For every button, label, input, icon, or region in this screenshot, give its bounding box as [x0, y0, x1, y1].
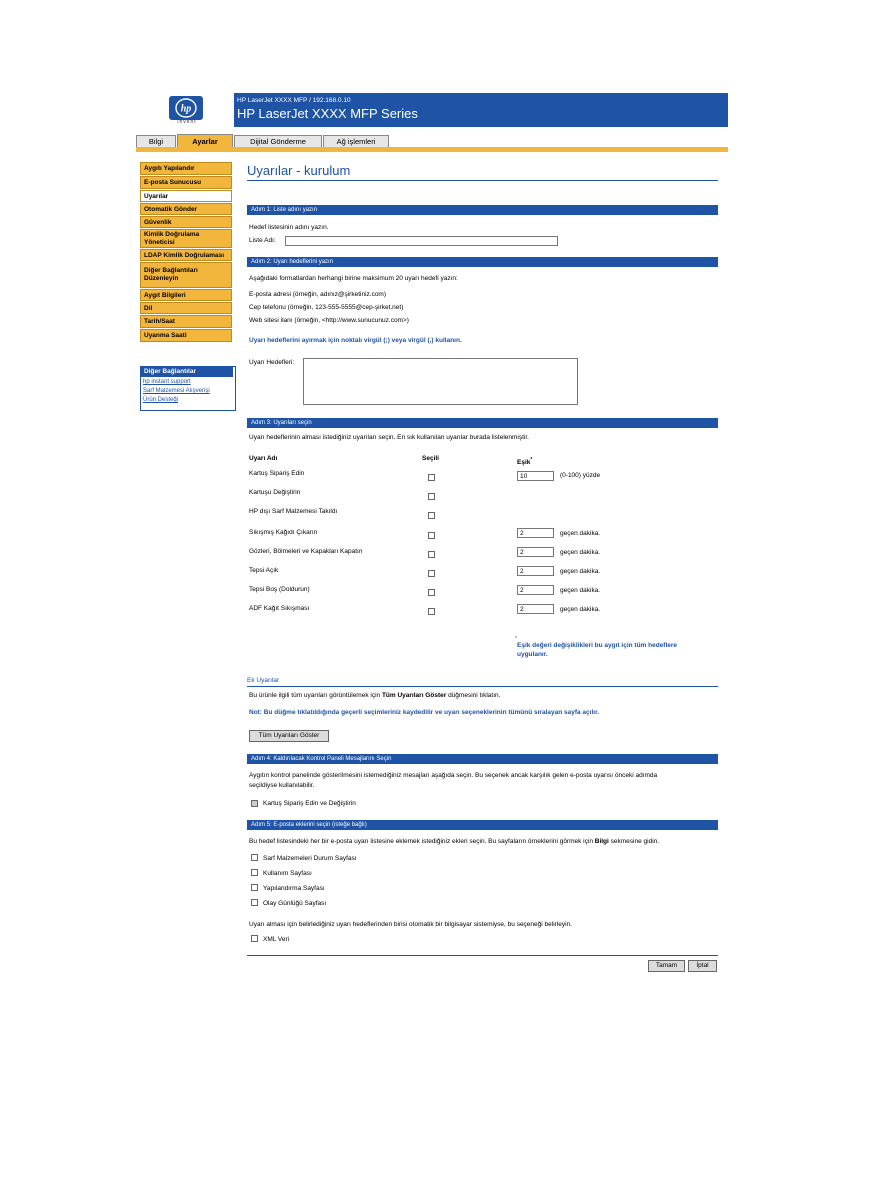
- sidebar-item-email-server[interactable]: E-posta Sunucusu: [140, 176, 232, 189]
- extra-alerts-instructions: Bu ürünle ilgili tüm uyarıları görüntülemek için Tüm Uyarıları Göster düğmesini tıklatın.: [249, 692, 501, 699]
- xml-label: XML Veri: [263, 936, 290, 943]
- threshold-unit: geçen dakika.: [560, 530, 601, 537]
- sidebar-item-device-info[interactable]: Aygıt Bilgileri: [140, 289, 232, 301]
- link-hp-instant-support[interactable]: hp instant support: [143, 379, 191, 385]
- threshold-unit: geçen dakika.: [560, 568, 601, 575]
- alert-checkbox[interactable]: [428, 589, 435, 596]
- separator-note: Uyarı hedeflerini ayırmak için noktalı virgül (;) veya virgül (,) kullanın.: [249, 337, 462, 344]
- sidebar-item-alerts[interactable]: Uyarılar: [140, 190, 232, 202]
- step3-header: Adım 3: Uyarıları seçin: [247, 418, 718, 428]
- alert-name: Kartuşu Değiştirin: [249, 489, 301, 496]
- col-selected: Seçili: [422, 455, 439, 462]
- other-links-box: [140, 366, 236, 411]
- alert-name: Gözleri, Bölmeleri ve Kapakları Kapatın: [249, 548, 363, 555]
- alert-name: ADF Kağıt Sıkışması: [249, 605, 310, 612]
- format-website: Web sitesi ilanı (örneğin, <http://www.sunucunuz.com>): [249, 317, 409, 324]
- step1-instructions: Hedef listesinin adını yazın.: [249, 224, 329, 231]
- sidebar-item-configure-device[interactable]: Aygıtı Yapılandır: [140, 162, 232, 175]
- threshold-unit: geçen dakika.: [560, 549, 601, 556]
- threshold-unit: geçen dakika.: [560, 587, 601, 594]
- title-divider: [247, 180, 718, 181]
- link-product-support[interactable]: Ürün Desteği: [143, 397, 179, 403]
- step5-header: Adım 5: E-posta eklerini seçin (isteğe bağlı): [247, 820, 718, 830]
- attachment-label: Sarf Malzemeleri Durum Sayfası: [263, 855, 357, 862]
- threshold-unit: (0-100) yüzde: [560, 472, 601, 479]
- extra-alerts-note: Not: Bu düğme tıklatıldığında geçerli seçimleriniz kaydedilir ve uyarı seçeneklerinin tümünü sıralayan sayfa açılır.: [249, 709, 600, 716]
- attachment-checkbox[interactable]: [251, 869, 258, 876]
- attachment-checkbox[interactable]: [251, 884, 258, 891]
- threshold-input[interactable]: 2: [517, 585, 554, 595]
- attachment-checkbox[interactable]: [251, 854, 258, 861]
- hp-logo-icon: [169, 96, 203, 120]
- alert-destinations-textarea[interactable]: [303, 358, 578, 405]
- threshold-input[interactable]: 2: [517, 604, 554, 614]
- sidebar-item-ldap[interactable]: LDAP Kimlik Doğrulaması: [140, 249, 232, 261]
- list-name-label: Liste Adı:: [249, 237, 276, 244]
- tab-settings[interactable]: Ayarlar: [177, 134, 233, 148]
- sidebar-item-auth-manager[interactable]: Kimlik Doğrulama Yöneticisi: [140, 229, 232, 248]
- show-all-alerts-button[interactable]: Tüm Uyarıları Göster: [249, 730, 329, 742]
- cancel-button[interactable]: İptal: [688, 960, 717, 972]
- xml-checkbox[interactable]: [251, 935, 258, 942]
- threshold-input[interactable]: 2: [517, 566, 554, 576]
- step2-header: Adım 2: Uyarı hedeflerini yazın: [247, 257, 718, 267]
- svg-text:hp: hp: [180, 103, 192, 115]
- alert-name: Tepsi Boş (Doldurun): [249, 586, 310, 593]
- footnote-mark: *: [515, 636, 517, 642]
- threshold-footnote-line1: Eşik değeri değişiklikleri bu aygıt için tüm hedeflere: [517, 642, 678, 649]
- attachment-label: Yapılandırma Sayfası: [263, 885, 325, 892]
- list-name-input[interactable]: [285, 236, 558, 246]
- device-title: HP LaserJet XXXX MFP Series: [237, 106, 418, 121]
- alert-checkbox[interactable]: [428, 474, 435, 481]
- sidebar-item-date-time[interactable]: Tarih/Saat: [140, 315, 232, 328]
- attachment-label: Kullanım Sayfası: [263, 870, 312, 877]
- attachment-label: Olay Günlüğü Sayfası: [263, 900, 327, 907]
- alert-name: HP dışı Sarf Malzemesi Takıldı: [249, 508, 338, 515]
- alert-checkbox[interactable]: [428, 551, 435, 558]
- col-threshold: Eşik*: [517, 457, 533, 467]
- alert-checkbox[interactable]: [428, 512, 435, 519]
- format-cellphone: Cep telefonu (örneğin, 123-555-5555@cep-şirket.net): [249, 304, 404, 311]
- threshold-unit: geçen dakika.: [560, 606, 601, 613]
- tab-info[interactable]: Bilgi: [136, 135, 176, 147]
- tab-digital-sending[interactable]: Dijital Gönderme: [234, 135, 322, 147]
- alert-checkbox[interactable]: [428, 608, 435, 615]
- alert-checkbox[interactable]: [428, 532, 435, 539]
- sidebar-item-security[interactable]: Güvenlik: [140, 216, 232, 228]
- panel-message-label: Kartuş Sipariş Edin ve Değiştirin: [263, 800, 356, 807]
- step4-header: Adım 4: Kaldırılacak Kontrol Paneli Mesajlarını Seçin: [247, 754, 718, 764]
- logo-tagline: invent: [177, 119, 197, 125]
- step4-instructions-line2: seçildiyse kullanılabilir.: [249, 782, 315, 789]
- step1-header: Adım 1: Liste adını yazın: [247, 205, 718, 215]
- format-email: E-posta adresi (örneğin, adınız@şirketiniz.com): [249, 291, 387, 298]
- sidebar-item-language[interactable]: Dil: [140, 302, 232, 314]
- alert-checkbox[interactable]: [428, 570, 435, 577]
- other-links-title: Diğer Bağlantılar: [141, 367, 233, 377]
- threshold-input[interactable]: 2: [517, 528, 554, 538]
- alert-checkbox[interactable]: [428, 493, 435, 500]
- device-address: HP LaserJet XXXX MFP / 192.168.0.10: [237, 97, 351, 104]
- xml-instructions: Uyarı alması için belirlediğiniz uyarı hedeflerinden birisi otomatik bir bilgisayar sistemiyse, bu seçeneği belirleyin.: [249, 921, 572, 928]
- tab-networking[interactable]: Ağ işlemleri: [323, 135, 389, 147]
- threshold-input[interactable]: 10: [517, 471, 554, 481]
- alert-name: Tepsi Açık: [249, 567, 279, 574]
- step3-instructions: Uyarı hedeflerinin alması istediğiniz uyarıları seçin. En sık kullanılan uyarılar burada listelenmiştir.: [249, 434, 529, 441]
- alert-name: Kartuş Sipariş Edin: [249, 470, 305, 477]
- threshold-footnote-line2: uygulanır.: [517, 651, 548, 658]
- panel-message-checkbox[interactable]: [251, 800, 258, 807]
- alert-destinations-label: Uyarı Hedefleri:: [249, 359, 295, 366]
- attachment-checkbox[interactable]: [251, 899, 258, 906]
- link-supplies-shopping[interactable]: Sarf Malzemesi Alışverişi: [143, 388, 210, 394]
- sidebar-item-wake-time[interactable]: Uyanma Saati: [140, 329, 232, 342]
- alert-name: Sıkışmış Kağıdı Çıkarın: [249, 529, 318, 536]
- step2-instructions: Aşağıdaki formatlardan herhangi birine maksimum 20 uyarı hedefi yazın:: [249, 275, 458, 282]
- step5-instructions: Bu hedef listesindeki her bir e-posta uyarı listesine eklemek istediğiniz ekleri seçin. Bu sayfaların örneklerini görmek için Bilgi sekmesine gidin.: [249, 838, 660, 845]
- page-title: Uyarılar - kurulum: [247, 163, 351, 178]
- footer-divider: [247, 955, 718, 956]
- step4-instructions-line1: Aygıtın kontrol panelinde gösterilmesini istemediğiniz mesajları aşağıda seçin. Bu seçenek ancak karşılık gelen e-posta uyarısı önceki adımda: [249, 772, 658, 779]
- sidebar-item-autosend[interactable]: Otomatik Gönder: [140, 203, 232, 215]
- tab-underline: [136, 147, 728, 152]
- extra-alerts-divider: [247, 686, 718, 687]
- ok-button[interactable]: Tamam: [648, 960, 685, 972]
- threshold-input[interactable]: 2: [517, 547, 554, 557]
- col-alert-name: Uyarı Adı: [249, 455, 278, 462]
- extra-alerts-title: Ek Uyarılar: [247, 677, 280, 684]
- sidebar-item-edit-other-links[interactable]: Diğer Bağlantıları Düzenleyin: [140, 262, 232, 288]
